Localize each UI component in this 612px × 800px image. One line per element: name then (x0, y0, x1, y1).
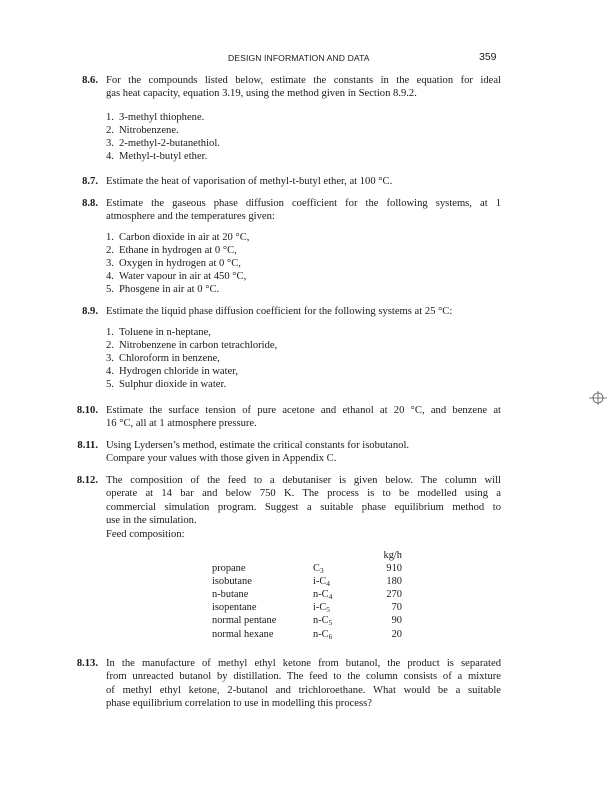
item-text: Sulphur dioxide in water. (119, 378, 227, 390)
running-header (0, 52, 612, 66)
problem-number: 8.6. (82, 75, 98, 86)
page-number: 359 (479, 51, 497, 63)
table-row (212, 588, 402, 601)
header-title: DESIGN INFORMATION AND DATA (228, 53, 370, 63)
component-name: propane (212, 563, 246, 575)
text-line: Estimate the liquid phase diffusion coefficient for the following systems at 25 °C: (106, 306, 453, 317)
component-flow: 270 (386, 589, 402, 601)
component-flow: 20 (391, 628, 402, 640)
item-text: Water vapour in air at 450 °C, (119, 270, 247, 282)
text-line: phase equilibrium correlation to use in modelling this process? (106, 698, 372, 710)
component-name: normal hexane (212, 628, 274, 640)
item-text: Ethane in hydrogen at 0 °C, (119, 244, 237, 256)
component-name: n-butane (212, 589, 249, 601)
component-formula: i-C5 (313, 602, 330, 615)
crop-mark-icon (589, 389, 607, 407)
problem-number: 8.13. (76, 658, 98, 669)
text-line: of methyl ethyl ketone, 2-butanol and trichloroethane. What would be a suitable (106, 684, 501, 696)
unit-label: kg/h (383, 550, 402, 561)
component-flow: 910 (386, 563, 402, 575)
problem-text (106, 439, 501, 466)
item-text: Phosgene in air at 0 °C. (119, 283, 220, 295)
text-line: use in the simulation. (106, 515, 197, 527)
problem-text (106, 305, 501, 318)
text-line: Estimate the surface tension of pure acetone and ethanol at 20 °C, and benzene at (106, 405, 501, 416)
text-line: Compare your values with those given in Appendix C. (106, 453, 337, 465)
component-formula: C3 (313, 563, 324, 576)
table-row (212, 614, 402, 627)
component-formula: n-C5 (313, 615, 333, 628)
problem-number: 8.8. (82, 198, 98, 209)
component-name: isopentane (212, 602, 257, 614)
component-flow: 180 (386, 576, 402, 588)
text-line: For the compounds listed below, estimate the constants in the equation for ideal (106, 75, 501, 86)
page: DESIGN INFORMATION AND DATA 359 8.6. For the compounds listed below, estimate the constants in the equation for ideal gas heat capacity, equation 3.19, using the method given in Section 8.9.2. 1. 3-methyl thiophene. 2. Nitrobenzene. 3. 2-methyl-2-butanethiol. 4. Methyl-t-butyl ether. 8.7. Estimate the heat of vaporisation of methyl-t-butyl ether, at 100 °C. 8.8. Estimate the gaseous phase diffusion coefficient for the following systems, at 1 atmosphere and the temperatures given: 1. Carbon dioxide in air at 20 °C, 2. Ethane in hydrogen at 0 °C, 3. Oxygen in hydrogen at 0 °C, 4. Water vapour in air at 450 °C, 5. Phosgene in air at 0 °C. 8.9. Estimate the liquid phase diffusion coefficient for the following systems at 25 °C: 1. Toluene in n-heptane, 2. Nitrobenzene in carbon tetrachloride, 3. Chloroform in benzene, 4. Hydrogen chloride in water, 5. Sulphur dioxide in water. 8.10. Estimate the surface tension of pure acetone and ethanol at 20 °C, and benzene at 16 °C, all at 1 atmosphere pressure. 8.11. Using Lydersen’s method, estimate the critical constants for isobutanol. Compare your values with those given in Appendix C. 8.12. The composition of the feed to a debutaniser is given below. The column will operate at 14 bar and below 750 K. The process is to be modelled using a commercial simulation program. Suggest a suitable phase equilibrium method to use in the simulation. Feed composition: kg/h propane C3 910 isobutane i-C4 180 n-butane n-C4 270 isopentane i-C5 70 normal pentane n-C5 90 normal hexane n-C6 20 8.13. In the manufacture of methyl ethyl ketone from butanol, the product is separated from unreacted butanol by distillation. The feed to the column consists of a mixture of methyl ethyl ketone, 2-butanol and trichloroethane. What would be a suitable phase equilibrium correlation to use in modelling this process? (0, 0, 612, 800)
text-line: The composition of the feed to a debutaniser is given below. The column will (106, 475, 501, 486)
text-line: 16 °C, all at 1 atmosphere pressure. (106, 418, 257, 430)
item-text: Oxygen in hydrogen at 0 °C, (119, 257, 241, 269)
item-text: Nitrobenzene. (119, 124, 179, 136)
text-line: gas heat capacity, equation 3.19, using the method given in Section 8.9.2. (106, 88, 417, 100)
table-header-row (212, 549, 402, 562)
text-line: Feed composition: (106, 528, 185, 540)
problem-number: 8.11. (77, 440, 98, 451)
feed-composition-table (212, 549, 402, 641)
component-formula: n-C4 (313, 589, 333, 602)
item-text: Hydrogen chloride in water, (119, 365, 239, 377)
item-text: Toluene in n-heptane, (119, 327, 211, 338)
item-text: 2-methyl-2-butanethiol. (119, 137, 220, 149)
problem-text (106, 175, 501, 188)
text-line: Using Lydersen’s method, estimate the critical constants for isobutanol. (106, 440, 410, 451)
component-flow: 70 (391, 602, 402, 614)
table-row (212, 562, 402, 575)
item-text: Nitrobenzene in carbon tetrachloride, (119, 339, 278, 351)
component-name: normal pentane (212, 615, 277, 627)
problem-text (106, 404, 501, 431)
problem-number: 8.10. (76, 405, 98, 416)
problem-text (106, 657, 501, 711)
item-text: Methyl-t-butyl ether. (119, 150, 208, 162)
text-line: commercial simulation program. Suggest a suitable phase equilibrium method to (106, 501, 501, 513)
text-line: operate at 14 bar and below 750 K. The process is to be modelled using a (106, 488, 501, 500)
item-text: Chloroform in benzene, (119, 352, 220, 364)
item-text: 3-methyl thiophene. (119, 112, 205, 123)
text-line: atmosphere and the temperatures given: (106, 211, 275, 223)
problem-text (106, 74, 501, 101)
text-line: Estimate the gaseous phase diffusion coefficient for the following systems, at 1 (106, 198, 501, 209)
problem-text (106, 197, 501, 224)
text-line: In the manufacture of methyl ethyl ketone from butanol, the product is separated (106, 658, 501, 669)
problem-number: 8.12. (76, 475, 98, 486)
component-formula: i-C4 (313, 576, 330, 589)
table-row (212, 601, 402, 614)
item-text: Carbon dioxide in air at 20 °C, (119, 232, 250, 243)
text-line: from unreacted butanol by distillation. The feed to the column consists of a mixture (106, 671, 501, 683)
problem-number: 8.9. (82, 306, 98, 317)
component-name: isobutane (212, 576, 252, 588)
table-row (212, 628, 402, 641)
text-line: Estimate the heat of vaporisation of methyl-t-butyl ether, at 100 °C. (106, 176, 393, 187)
component-formula: n-C6 (313, 628, 333, 641)
component-flow: 90 (391, 615, 402, 627)
table-row (212, 575, 402, 588)
problem-number: 8.7. (82, 176, 98, 187)
problem-text (106, 474, 501, 541)
